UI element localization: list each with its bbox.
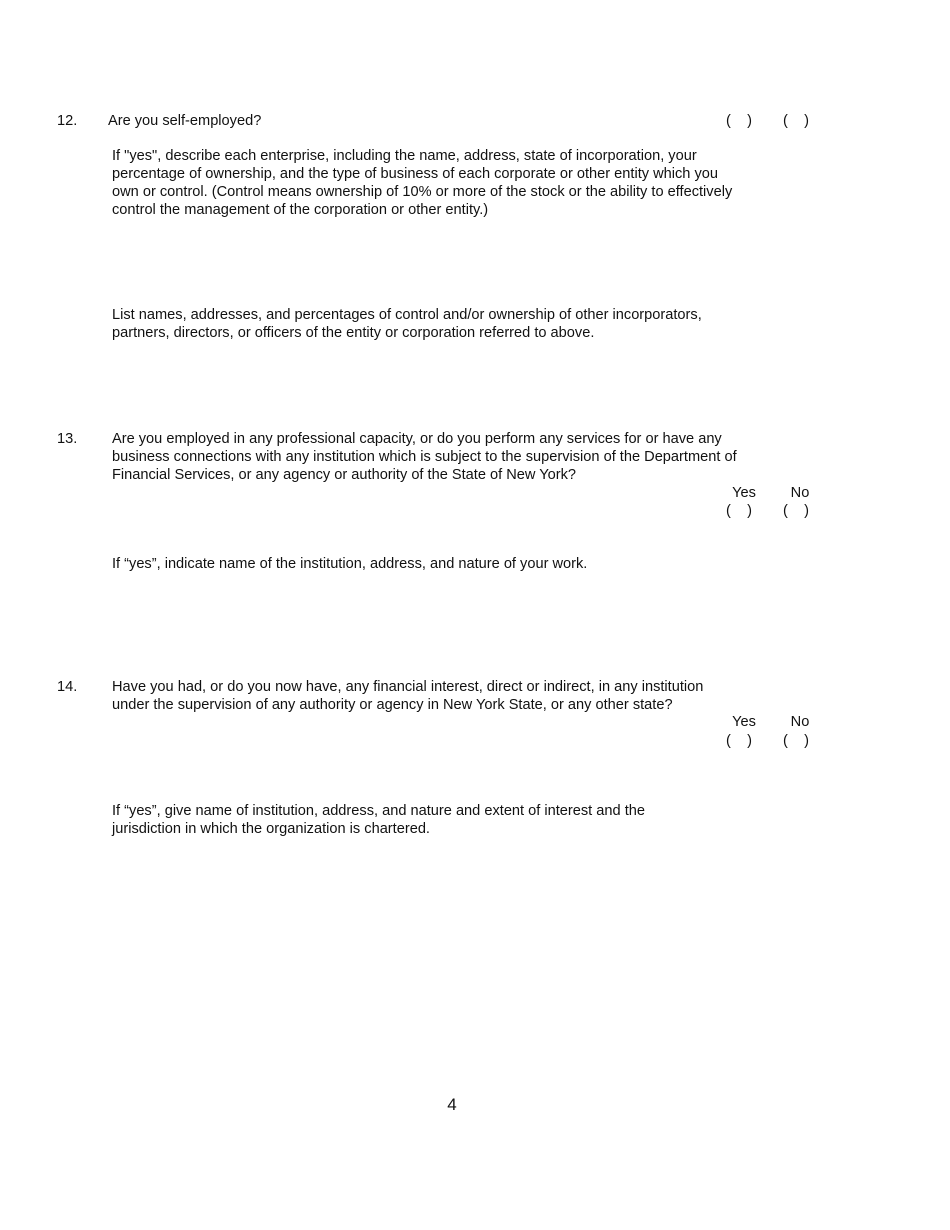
question-13-followup: If “yes”, indicate name of the institution, address, and nature of your work. (112, 556, 588, 572)
question-14-yes-label: Yes (732, 714, 756, 730)
question-12-number: 12. (57, 113, 78, 129)
question-14-followup: If “yes”, give name of institution, address, and nature and extent of interest and the jurisdiction in which the organization is chartered. (112, 803, 645, 837)
page-number: 4 (447, 1095, 457, 1114)
question-13-no-label: No (790, 485, 810, 501)
question-14-text: Have you had, or do you now have, any financial interest, direct or indirect, in any institution under the supervision of any authority or agency in New York State, or any other state? (112, 679, 704, 713)
question-13-no-checkbox[interactable]: ( ) (783, 503, 809, 519)
question-14-answer-group (720, 713, 830, 753)
question-13-answer-group (720, 484, 830, 524)
question-12-no-checkbox[interactable]: ( ) (783, 113, 809, 129)
question-14-no-label: No (790, 714, 810, 730)
question-14-no-checkbox[interactable]: ( ) (783, 733, 809, 749)
question-12-followup-list: List names, addresses, and percentages of control and/or ownership of other incorporators, partners, directors, or officers of the entity or corporation referred to above. (112, 307, 702, 341)
question-12-answer-group (726, 112, 826, 130)
question-13-text: Are you employed in any professional capacity, or do you perform any services for or have any business connections with any institution which is subject to the supervision of the Department of Financial Services, or any agency or authority of the State of New York? (112, 431, 737, 483)
question-13-yes-label: Yes (732, 485, 756, 501)
question-12-text: Are you self-employed? (108, 113, 262, 129)
question-14-yes-checkbox[interactable]: ( ) (726, 733, 752, 749)
question-14-number: 14. (57, 679, 78, 695)
question-12-yes-checkbox[interactable]: ( ) (726, 113, 752, 129)
question-13-yes-checkbox[interactable]: ( ) (726, 503, 752, 519)
question-13-number: 13. (57, 431, 78, 447)
question-12-followup-describe: If "yes", describe each enterprise, including the name, address, state of incorporation, your percentage of ownership, and the type of business of each corporate or other entity which you own or control. (Control means ownership of 10% or more of the stock or the ability to effectively control the management of the corporation or other entity.) (112, 148, 733, 218)
